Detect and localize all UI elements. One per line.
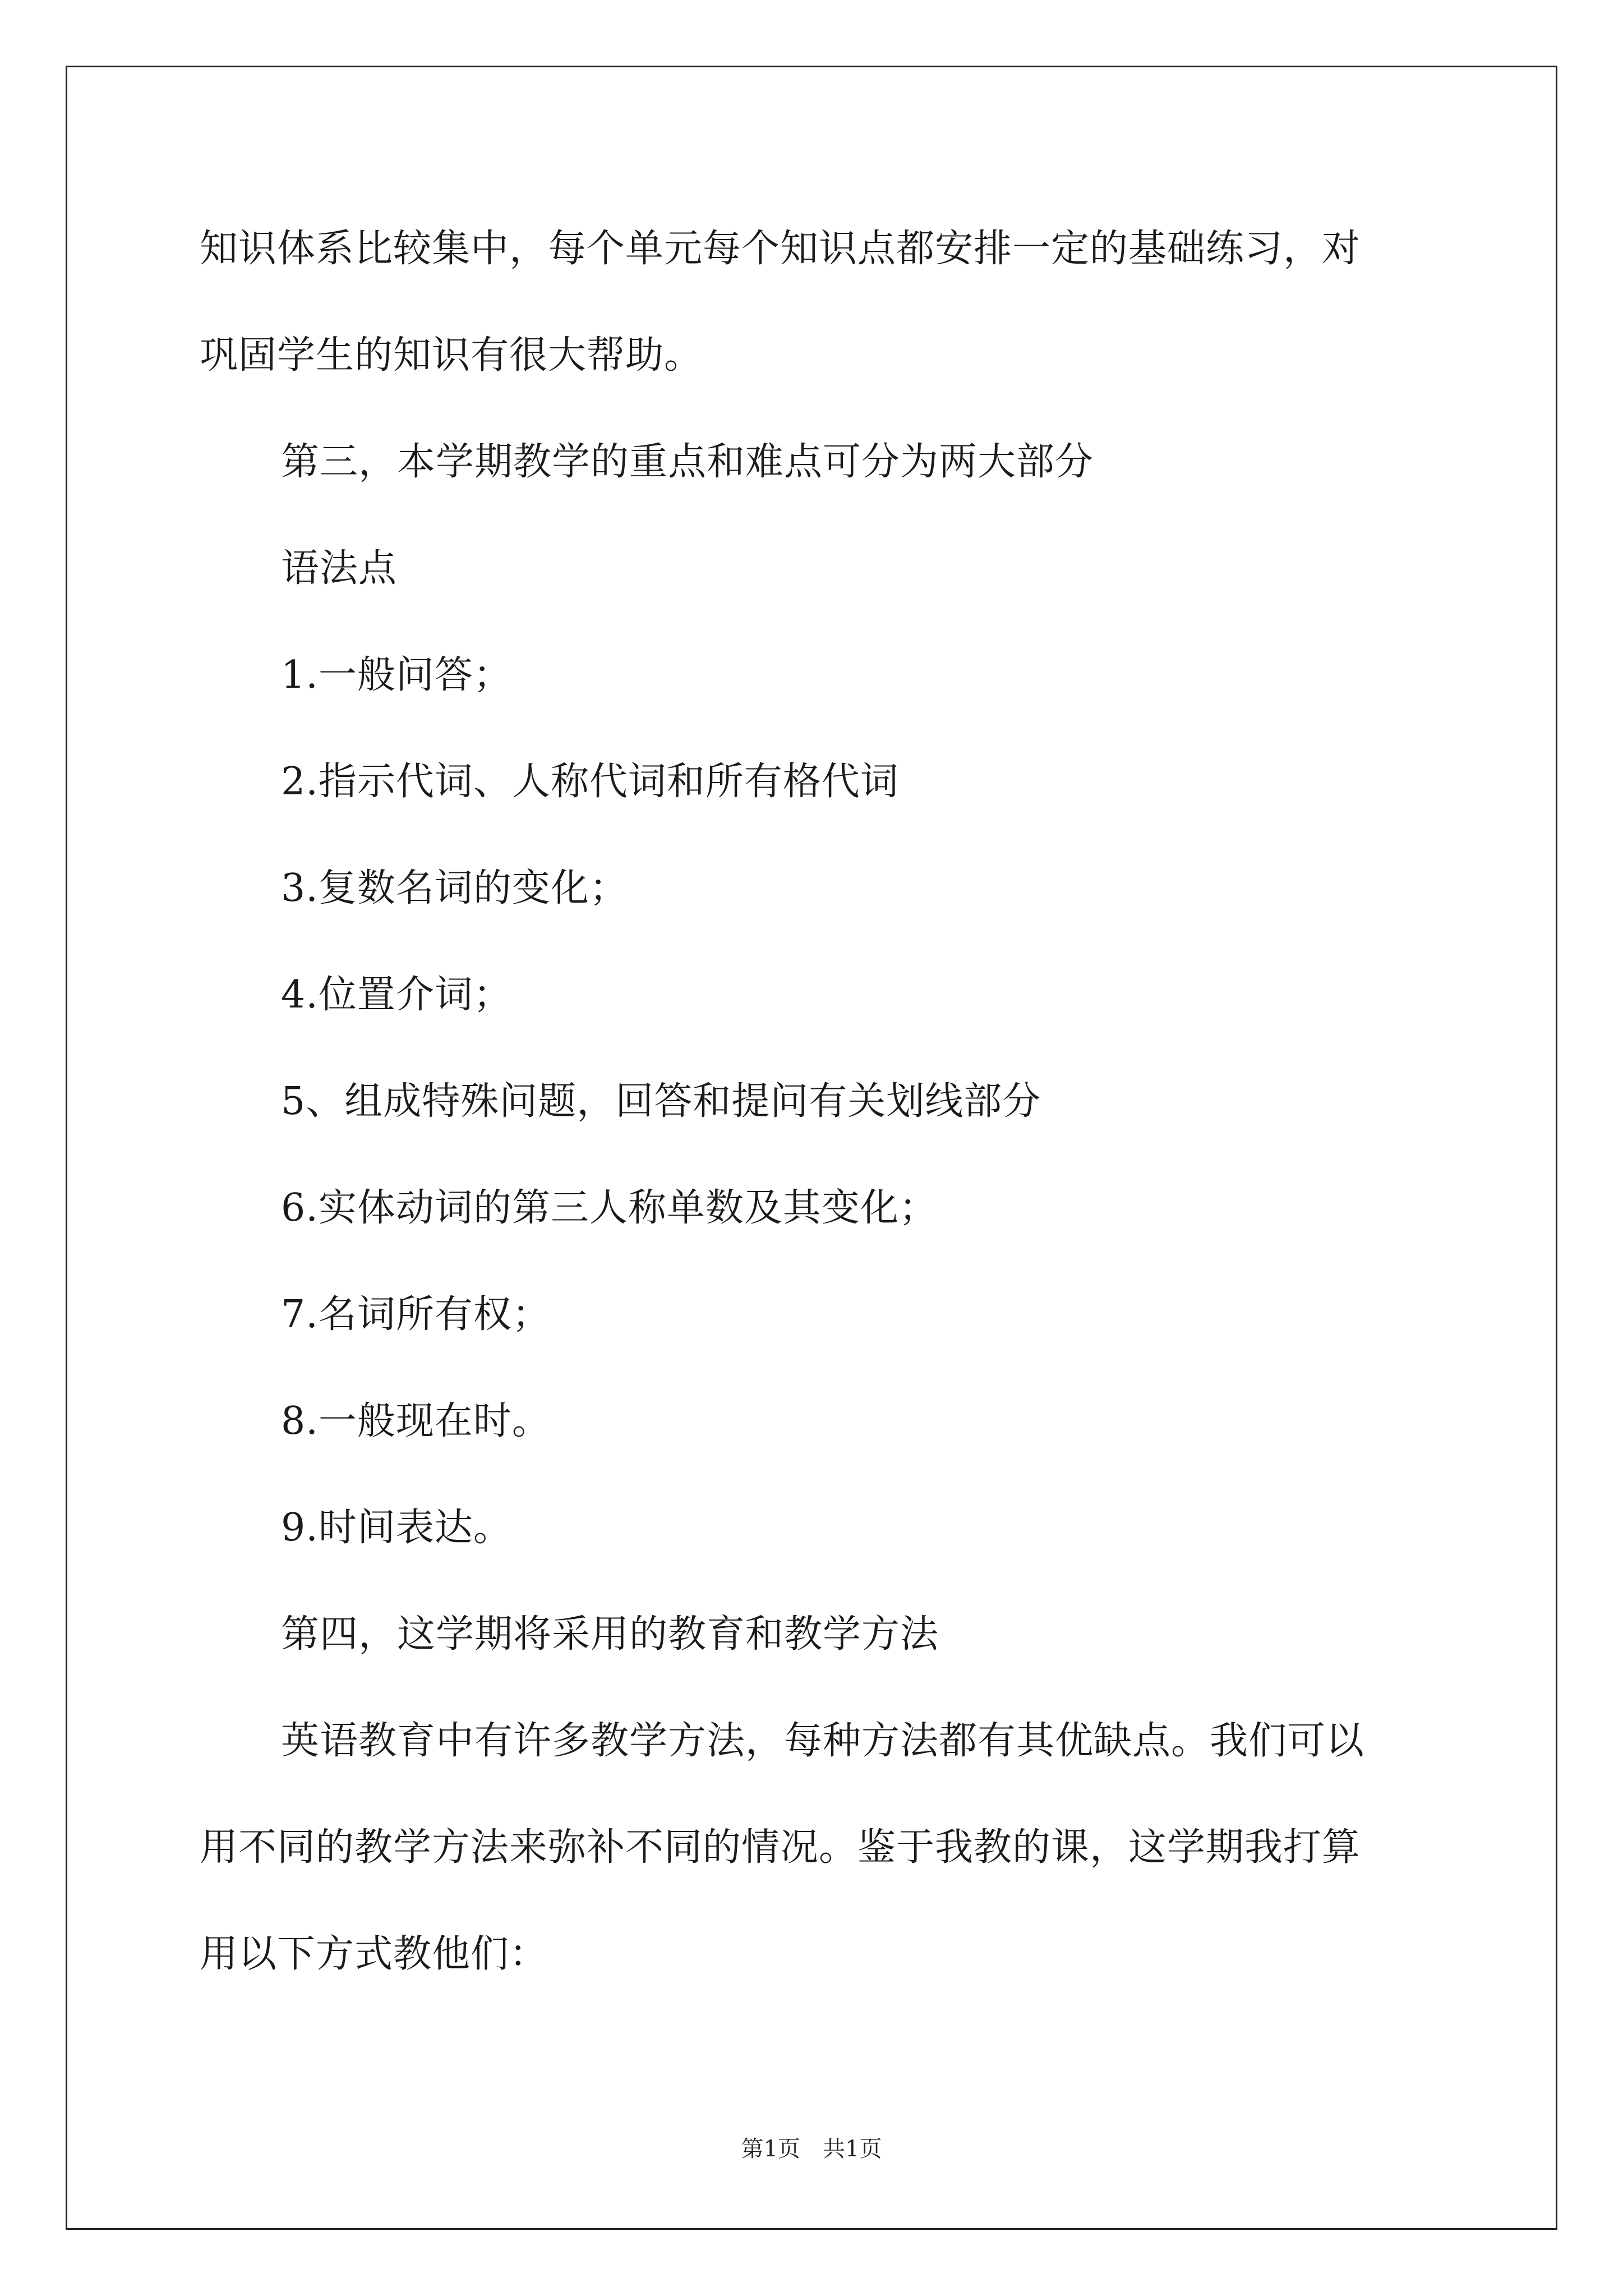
page-border: [66, 66, 1557, 2230]
section-heading: 第三，本学期教学的重点和难点可分为两大部分: [281, 440, 1094, 484]
body-text-line: 巩固学生的知识有很大帮助。: [200, 333, 703, 378]
list-item: 3.复数名词的变化；: [281, 866, 628, 910]
body-text-line: 英语教育中有许多教学方法，每种方法都有其优缺点。我们可以: [281, 1719, 1365, 1763]
list-item: 8.一般现在时。: [281, 1399, 551, 1443]
list-item: 9.时间表达。: [281, 1506, 512, 1550]
body-text-line: 知识体系比较集中，每个单元每个知识点都安排一定的基础练习，对: [200, 227, 1361, 271]
list-item: 5、组成特殊问题，回答和提问有关划线部分: [281, 1079, 1041, 1124]
list-item: 1.一般问答；: [281, 653, 512, 697]
body-text-line: 用不同的教学方法来弥补不同的情况。鉴于我教的课，这学期我打算: [200, 1825, 1361, 1870]
section-heading: 第四，这学期将采用的教育和教学方法: [281, 1612, 939, 1657]
list-item: 4.位置介词；: [281, 973, 512, 1017]
list-item: 2.指示代词、人称代词和所有格代词: [281, 760, 899, 804]
body-text-line: 用以下方式教他们：: [200, 1932, 548, 1976]
list-item: 6.实体动词的第三人称单数及其变化；: [281, 1186, 938, 1230]
subsection-heading: 语法点: [281, 546, 398, 591]
list-item: 7.名词所有权；: [281, 1292, 551, 1337]
page-number-footer: 第1页 共1页: [741, 2136, 882, 2162]
